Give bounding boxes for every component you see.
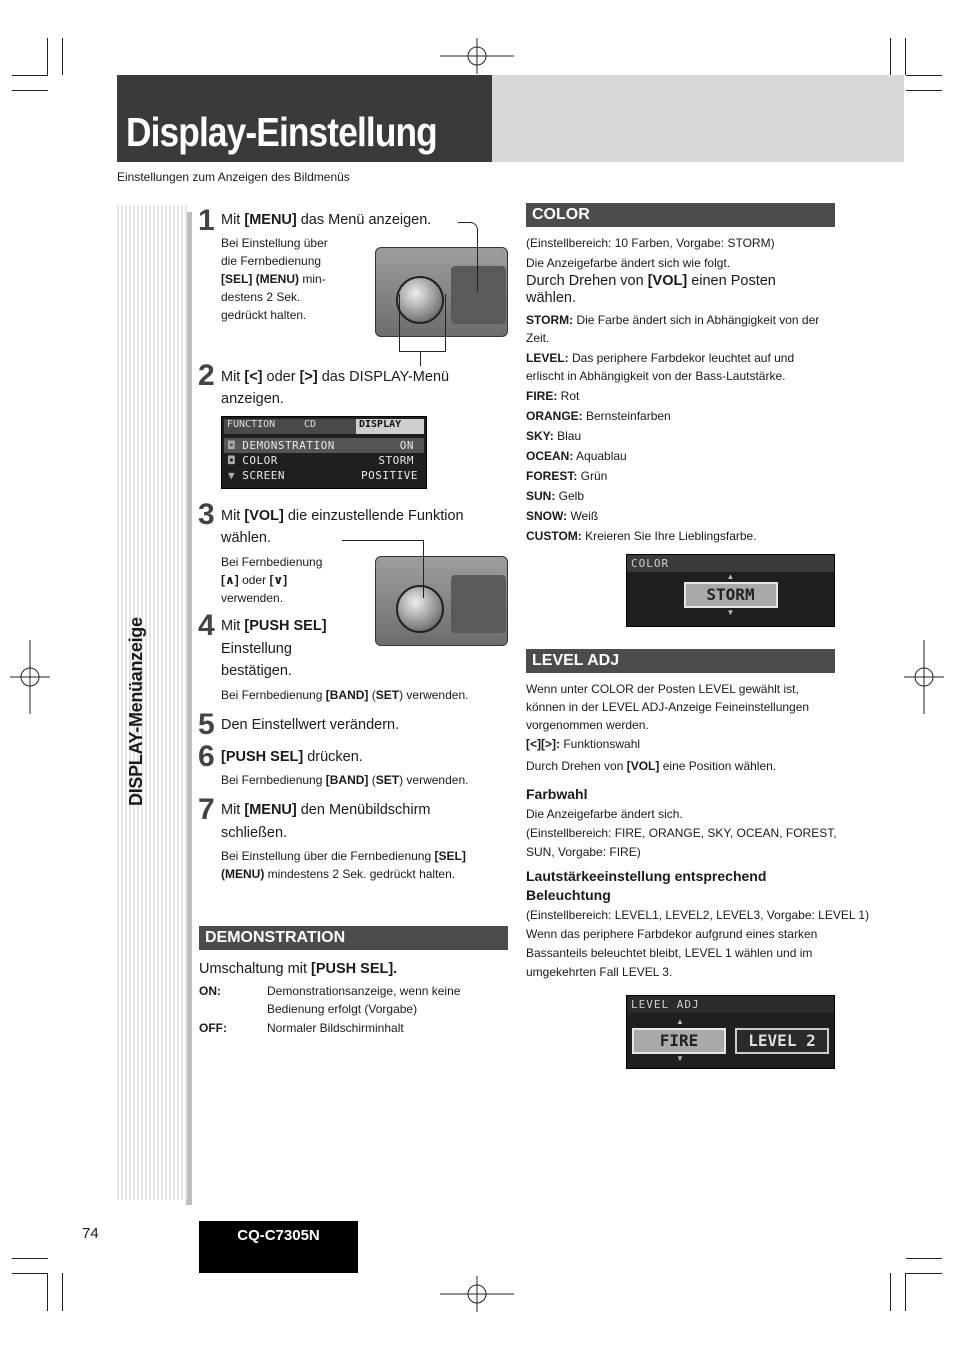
step-7-text-line2: schließen.: [221, 825, 288, 841]
callout-line: [399, 294, 446, 352]
step-5-text: Den Einstellwert verändern.: [221, 717, 400, 733]
crop-mark: [890, 38, 891, 75]
option-label: OFF:: [199, 1021, 227, 1035]
step-4-text-line3: bestätigen.: [221, 663, 292, 679]
step-number: 3: [198, 498, 215, 531]
step-number: 5: [198, 708, 215, 741]
step-7-text: Mit [MENU] den Menübildschirm: [221, 802, 431, 818]
section-header-level-adj: LEVEL ADJ: [526, 649, 835, 673]
step-3-text-line2: wählen.: [221, 530, 271, 546]
down-arrow-icon: ▼: [726, 608, 735, 617]
list-item: Zeit.: [526, 331, 550, 345]
step-6-note: Bei Fernbedienung [BAND] (SET) verwenden.: [221, 773, 469, 787]
tab-function: FUNCTION: [227, 419, 276, 430]
lautstaerke-text: (Einstellbereich: LEVEL1, LEVEL2, LEVEL3, Vorgabe: LEVEL 1) Wenn das periphere Farbdekor aufgrund eines starken Bassanteils beleuchtet bleibt, LEVEL 1 wählen und im umgekehrten Fall LEVEL 3.: [526, 908, 870, 979]
step-1-note: Bei Einstellung über die Fernbedienung [SEL] (MENU) min- destens 2 Sek. gedrückt halten.: [221, 236, 328, 322]
page-number: 74: [82, 1225, 99, 1242]
color-screen: [626, 554, 835, 627]
demonstration-intro: Umschaltung mit [PUSH SEL].: [199, 961, 398, 977]
crop-mark: [12, 1273, 48, 1274]
tab-display: DISPLAY: [356, 419, 424, 434]
list-item: CUSTOM: Kreieren Sie Ihre Lieblingsfarbe.: [526, 529, 757, 543]
level-value: LEVEL 2: [735, 1028, 829, 1054]
device-panel: [451, 575, 506, 633]
level-fire-value: FIRE: [632, 1028, 726, 1054]
page-title: Display-Einstellung: [126, 109, 437, 155]
level-adj-intro: Wenn unter COLOR der Posten LEVEL gewählt ist, können in der LEVEL ADJ-Anzeige Feineinstellungen vorgenommen werden. [<][>]: Funktionswahl Durch Drehen von [VOL] eine Position wählen.: [526, 682, 810, 773]
menu-row: ◘ COLOR STORM: [228, 454, 414, 467]
list-item: FIRE: Rot: [526, 389, 580, 403]
list-item: erlischt in Abhängigkeit von der Bass-Lautstärke.: [526, 369, 786, 383]
tab-cd: CD: [304, 419, 317, 430]
lautstaerke-title: Lautstärkeeinstellung entsprechend Beleuchtung: [526, 868, 767, 903]
list-item: ORANGE: Bernsteinfarben: [526, 409, 671, 423]
crop-mark: [906, 1258, 942, 1259]
registration-mark-icon: [904, 640, 944, 714]
menu-row: ◘ DEMONSTRATION ON: [224, 438, 424, 453]
step-number: 6: [198, 740, 215, 773]
crop-mark: [906, 75, 942, 76]
crop-mark: [62, 38, 63, 75]
crop-mark: [47, 38, 48, 75]
list-item: SUN: Gelb: [526, 489, 585, 503]
crop-mark: [890, 1273, 891, 1311]
step-6-text: [PUSH SEL] drücken.: [221, 749, 363, 765]
crop-mark: [12, 75, 48, 76]
color-value: STORM: [684, 582, 778, 608]
registration-mark-icon: [440, 38, 514, 74]
list-item: SNOW: Weiß: [526, 509, 599, 523]
step-number: 7: [198, 793, 215, 826]
step-number: 1: [198, 204, 215, 237]
option-text: Normaler Bildschirminhalt: [267, 1021, 404, 1035]
sidebar-label: DISPLAY-Menüanzeige: [126, 617, 146, 806]
crop-mark: [905, 1273, 906, 1311]
list-item: LEVEL: Das periphere Farbdekor leuchtet auf und: [526, 351, 795, 365]
color-desc: Die Anzeigefarbe ändert sich wie folgt.: [526, 256, 731, 270]
crop-mark: [906, 1273, 942, 1274]
level-adj-screen: [626, 995, 835, 1069]
color-vol-text: Durch Drehen von [VOL] einen Posten wählen.: [526, 273, 776, 306]
list-item: FOREST: Grün: [526, 469, 608, 483]
step-3-text: Mit [VOL] die einzustellende Funktion: [221, 508, 464, 524]
list-item: OCEAN: Aquablau: [526, 449, 627, 463]
option-label: ON:: [199, 984, 221, 998]
step-3-note: Bei Fernbedienung [∧] oder [∨] verwenden.: [221, 555, 323, 605]
menu-screen: [221, 416, 427, 489]
page-subtitle: Einstellungen zum Anzeigen des Bildmenüs: [117, 170, 350, 184]
section-header-demonstration: DEMONSTRATION: [199, 926, 508, 950]
farbwahl-text: Die Anzeigefarbe ändert sich. (Einstellbereich: FIRE, ORANGE, SKY, OCEAN, FOREST, SUN, Vorgabe: FIRE): [526, 807, 837, 859]
menu-row: ▼ SCREEN POSITIVE: [228, 469, 418, 482]
down-arrow-icon: ▼: [676, 1054, 684, 1063]
step-2-text: Mit [<] oder [>] das DISPLAY-Menü: [221, 369, 450, 385]
crop-mark: [906, 90, 942, 91]
callout-line: [342, 540, 424, 598]
option-text: Demonstrationsanzeige, wenn keine Bedienung erfolgt (Vorgabe): [267, 984, 461, 1016]
list-item: SKY: Blau: [526, 429, 582, 443]
crop-mark: [12, 90, 48, 91]
crop-mark: [905, 38, 906, 75]
up-arrow-icon: ▲: [726, 572, 735, 581]
crop-mark: [12, 1258, 48, 1259]
model-label: CQ-C7305N: [199, 1221, 358, 1273]
callout-line: [458, 222, 478, 292]
step-7-note: Bei Einstellung über die Fernbedienung [SEL] (MENU) mindestens 2 Sek. gedrückt halten.: [221, 849, 466, 881]
step-number: 4: [198, 609, 215, 642]
step-4-note: Bei Fernbedienung [BAND] (SET) verwenden.: [221, 688, 469, 702]
callout-line: [420, 352, 421, 366]
crop-mark: [62, 1273, 63, 1311]
step-4-text-line2: Einstellung: [221, 641, 292, 657]
color-range: (Einstellbereich: 10 Farben, Vorgabe: STORM): [526, 236, 775, 250]
crop-mark: [47, 1273, 48, 1311]
screen-title: LEVEL ADJ: [627, 996, 834, 1013]
step-number: 2: [198, 359, 215, 392]
registration-mark-icon: [10, 640, 50, 714]
step-2-text-line2: anzeigen.: [221, 391, 284, 407]
section-header-color: COLOR: [526, 203, 835, 227]
list-item: STORM: Die Farbe ändert sich in Abhängigkeit von der: [526, 313, 820, 327]
farbwahl-title: Farbwahl: [526, 786, 588, 802]
screen-title: COLOR: [627, 555, 834, 572]
color-list: [526, 311, 836, 545]
step-1-text: Mit [MENU] das Menü anzeigen.: [221, 212, 432, 228]
up-arrow-icon: ▲: [676, 1017, 684, 1026]
registration-mark-icon: [440, 1276, 514, 1312]
step-4-text: Mit [PUSH SEL]: [221, 618, 327, 634]
